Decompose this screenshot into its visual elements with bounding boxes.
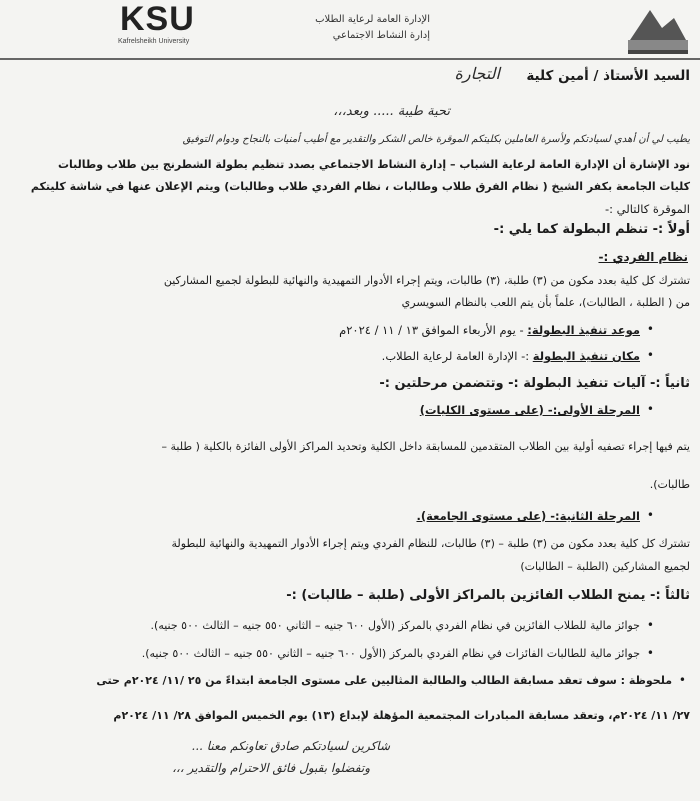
addressee-label: السيد الأستاذ / أمين كلية	[526, 68, 690, 84]
intro-line-3: الموقرة كالتالي :-	[604, 202, 690, 216]
section1-paragraph-1: تشترك كل كلية بعدد مكون من (٣) طلبة، (٣) طالبات، ويتم إجراء الأدوار التمهيدية والنهائية للبطولة لجميع المشاركين	[163, 274, 690, 287]
section1-subtitle: نظام الفردي :-	[598, 250, 688, 264]
bullet-dot: •	[646, 508, 654, 522]
intro-line-2: كليات الجامعة بكفر الشيخ ( نظام الفرق طلاب وطالبات ، نظام الفردي طلاب وطالبات) ويتم الإعلان عنها في شاشة كليتكم	[30, 180, 690, 193]
date-label: موعد تنفيذ البطولة:	[527, 323, 640, 337]
note-line-1: ملحوظة : سوف تعقد مسابقة الطالب والطالبة المثاليين على مستوى الجامعة ابتداءً من ٢٥ /١١/ ٢٠٢٤م حتى	[96, 674, 672, 687]
prize-students: جوائز مالية للطلاب الفائزين في نظام الفردي بالمركز (الأول ٦٠٠ جنيه – الثاني ٥٥٠ جنيه – الثالث ٥٠٠ جنيه).	[150, 619, 640, 632]
header-office-line: إدارة النشاط الاجتماعي	[332, 30, 430, 41]
university-logo-subtext: Kafrelsheikh University	[118, 38, 190, 45]
section1-date-row	[339, 323, 640, 337]
section3-title: ثالثاً :- يمنح الطلاب الفائزين بالمراكز الأولى (طلبة – طالبات) :-	[286, 588, 690, 603]
letterhead	[0, 0, 700, 62]
stage2-title: المرحلة الثانية:- (على مستوى الجامعة).	[416, 509, 640, 523]
intro-line-1: نود الإشارة أن الإدارة العامة لرعاية الشباب – إدارة النشاط الاجتماعي بصدد تنظيم بطولة الشطرنج بين طلاب وطالبات	[57, 158, 690, 171]
bullet-dot: •	[646, 348, 654, 362]
university-logo-text: KSU	[120, 0, 195, 38]
header-dept-line: الإدارة العامة لرعاية الطلاب	[315, 14, 430, 25]
bullet-dot: •	[646, 646, 654, 660]
section1-paragraph-2: من ( الطلبة ، الطالبات)، علماً بأن يتم اللعب بالنظام السويسري	[401, 296, 690, 309]
greeting: تحية طيبة ..... وبعد،،،	[333, 104, 450, 119]
date-value: - يوم الأربعاء الموافق ١٣ / ١١ / ٢٠٢٤م	[339, 323, 524, 337]
stage2-paragraph-2: لجميع المشاركين (الطلبة – الطالبات)	[520, 560, 690, 573]
stage2-paragraph-1: تشترك كل كلية بعدد مكون من (٣) طلبة – (٣) طالبات، للنظام الفردي ويتم إجراء الأدوار التمهيدية والنهائية للبطولة	[171, 537, 690, 550]
section2-title: ثانياً :- آليات تنفيذ البطولة :- وتتضمن مرحلتين :-	[379, 376, 690, 391]
place-label: مكان تنفيذ البطولة	[532, 349, 640, 363]
section1-title: أولاً :- تنظم البطولة كما يلي :-	[493, 222, 690, 237]
note-line-2: ٢٧/ ١١/ ٢٠٢٤م، وتعقد مسابقة المبادرات المجتمعية المؤهلة لإبداع (١٣) يوم الخميس الموافق ٢٨/ ١١/ ٢٠٢٤م	[113, 709, 690, 722]
bullet-dot: •	[678, 673, 686, 687]
stage1-paragraph-1: يتم فيها إجراء تصفيه أولية بين الطلاب المتقدمين للمسابقة داخل الكلية وتحديد المراكز الأولى الفائزة بالكلية ( طلبة –	[161, 440, 690, 453]
place-value: :- الإدارة العامة لرعاية الطلاب.	[381, 349, 530, 363]
stage1-paragraph-2: طالبات).	[649, 478, 690, 491]
closing-line-2: وتفضلوا بقبول فائق الاحترام والتقدير ،،،	[172, 761, 370, 775]
handwritten-request: يطيب لي أن أهدي لسيادتكم ولأسرة العاملين بكليتكم الموقرة خالص الشكر والتقدير مع أطيب أمنيات بالنجاح ودوام التوفيق	[182, 134, 690, 145]
section1-place-row	[382, 349, 640, 363]
stage1-title: المرحلة الأولى:- (على مستوى الكليات)	[419, 403, 640, 417]
bullet-dot: •	[646, 322, 654, 336]
bullet-dot: •	[646, 618, 654, 632]
addressee-handwritten: التجارة	[454, 64, 500, 83]
prize-female-students: جوائز مالية للطالبات الفائزات في نظام الفردي بالمركز (الأول ٦٠٠ جنيه – الثاني ٥٥٠ جنيه – الثالث ٥٠٠ جنيه).	[141, 647, 640, 660]
closing-line-1: شاكرين لسيادتكم صادق تعاونكم معنا ...	[191, 739, 390, 753]
university-emblem-icon	[622, 0, 692, 58]
header-divider	[0, 58, 700, 60]
bullet-dot: •	[646, 402, 654, 416]
